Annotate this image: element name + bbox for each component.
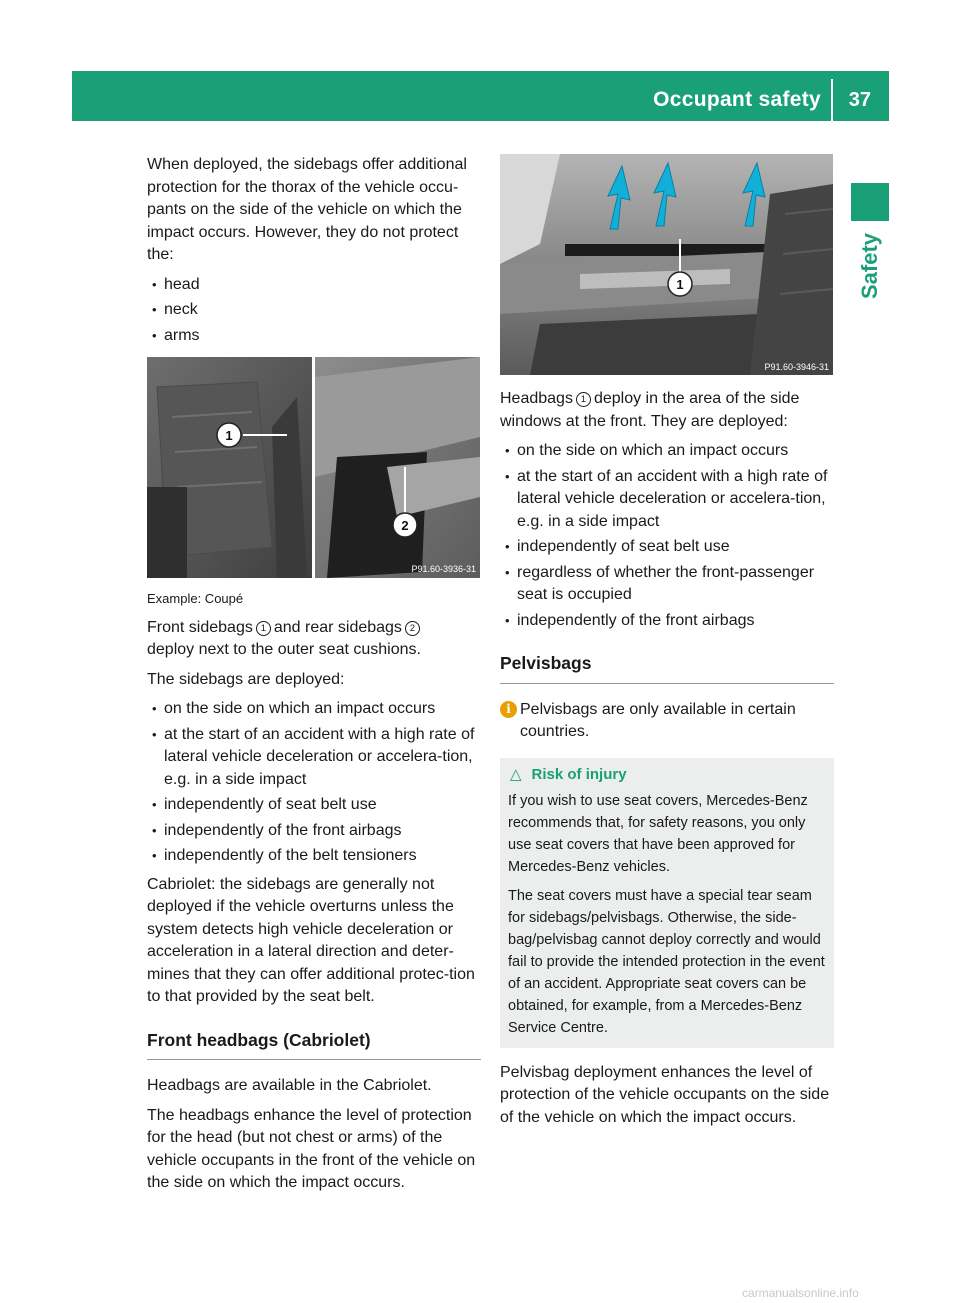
cabriolet-note: Cabriolet: the sidebags are generally not deployed if the vehicle overturns unless the system detects high vehicle deceleration or acceleration in a lateral direction and deter-mines that they can offer additional protec-tion to that provided by the seat belt.	[147, 875, 475, 1005]
list-item: • at the start of an accident with a high rate of lateral vehicle deceleration or accelera-tion, e.g. in a side impact	[500, 466, 834, 534]
callout-ref-1: 1	[576, 392, 591, 407]
list-item: • regardless of whether the front-passenger seat is occupied	[500, 562, 834, 607]
page-section-title: Occupant safety	[653, 88, 821, 111]
list-item: • independently of the front airbags	[147, 820, 481, 843]
warning-header	[508, 764, 828, 786]
page-number: 37	[848, 89, 871, 111]
sidebags-paragraph: Front sidebags 1 and rear sidebags 2 deploy next to the outer seat cushions.	[147, 618, 421, 658]
deployed-list	[147, 698, 481, 868]
list-item: • head	[147, 274, 481, 297]
chapter-label: Safety	[857, 232, 882, 300]
warning-paragraph-1: If you wish to use seat covers, Mercedes-Benz recommends that, for safety reasons, you only use seat covers that have been approved for Mercedes-Benz vehicles.	[508, 792, 808, 875]
list-item: • on the side on which an impact occurs	[147, 698, 481, 721]
heading-front-headbags: Front headbags (Cabriolet)	[147, 1029, 481, 1061]
list-item: • on the side on which an impact occurs	[500, 440, 834, 463]
intro-paragraph: When deployed, the sidebags offer additional protection for the thorax of the vehicle occu-pants on the side of the vehicle on which the impact occurs. However, they do not protect the:	[147, 156, 467, 263]
watermark: carmanualsonline.info	[742, 1286, 859, 1300]
list-item: • independently of seat belt use	[147, 794, 481, 817]
heading-pelvisbags: Pelvisbags	[500, 652, 834, 684]
headbags-photo	[500, 154, 833, 375]
info-note	[500, 699, 834, 744]
pelvis-deploy-paragraph: Pelvisbag deployment enhances the level of protection of the vehicle occupants on the side of the vehicle on which the impact occurs.	[500, 1063, 830, 1126]
warning-title: Risk of injury	[531, 765, 627, 783]
info-icon: i	[500, 701, 517, 718]
callout-2: 2	[401, 518, 409, 533]
header-bar	[72, 71, 889, 121]
warning-box	[500, 758, 834, 1048]
deployed-intro: The sidebags are deployed:	[147, 670, 345, 688]
headbags-paragraph: Headbags 1 deploy in the area of the side windows at the front. They are deployed:	[500, 390, 800, 430]
warning-paragraph-2: The seat covers must have a special tear seam for sidebags/pelvisbags. Otherwise, the side-bag/pelvisbag cannot deploy correctly and would fail to provide the intended protection in the event of an accident. Appropriate seat covers can be obtained, for example, from a Mercedes-Benz Service Centre.	[508, 887, 825, 1036]
list-item: • at the start of an accident with a high rate of lateral vehicle deceleration or accelera-tion, e.g. in a side impact	[147, 724, 481, 792]
callout-1: 1	[225, 428, 233, 443]
headbags-enhance: The headbags enhance the level of protection for the head (but not chest or arms) of the vehicle occupants in the front of the vehicle on the side on which the impact occurs.	[147, 1106, 476, 1191]
info-text: Pelvisbags are only available in certain countries.	[520, 700, 796, 740]
list-item: • neck	[147, 299, 481, 322]
sidebags-photo	[147, 357, 480, 578]
photo-code: P91.60-3946-31	[764, 362, 829, 372]
callout-1: 1	[676, 277, 684, 292]
chapter-tab	[851, 183, 889, 221]
callout-ref-1: 1	[256, 621, 271, 636]
warning-triangle-icon: △	[510, 765, 522, 783]
list-item: • independently of the belt tensioners	[147, 845, 481, 868]
header-divider	[831, 79, 833, 121]
list-item: • independently of seat belt use	[500, 536, 834, 559]
photo-caption: Example: Coupé	[147, 591, 244, 606]
list-item: • independently of the front airbags	[500, 610, 834, 633]
not-protected-list	[147, 274, 481, 348]
list-item: • arms	[147, 325, 481, 348]
photo-code: P91.60-3936-31	[411, 564, 476, 574]
headbags-list	[500, 440, 834, 632]
callout-ref-2: 2	[405, 621, 420, 636]
left-column	[147, 154, 481, 1202]
headbags-availability: Headbags are available in the Cabriolet.	[147, 1077, 432, 1094]
right-column	[500, 388, 834, 1136]
